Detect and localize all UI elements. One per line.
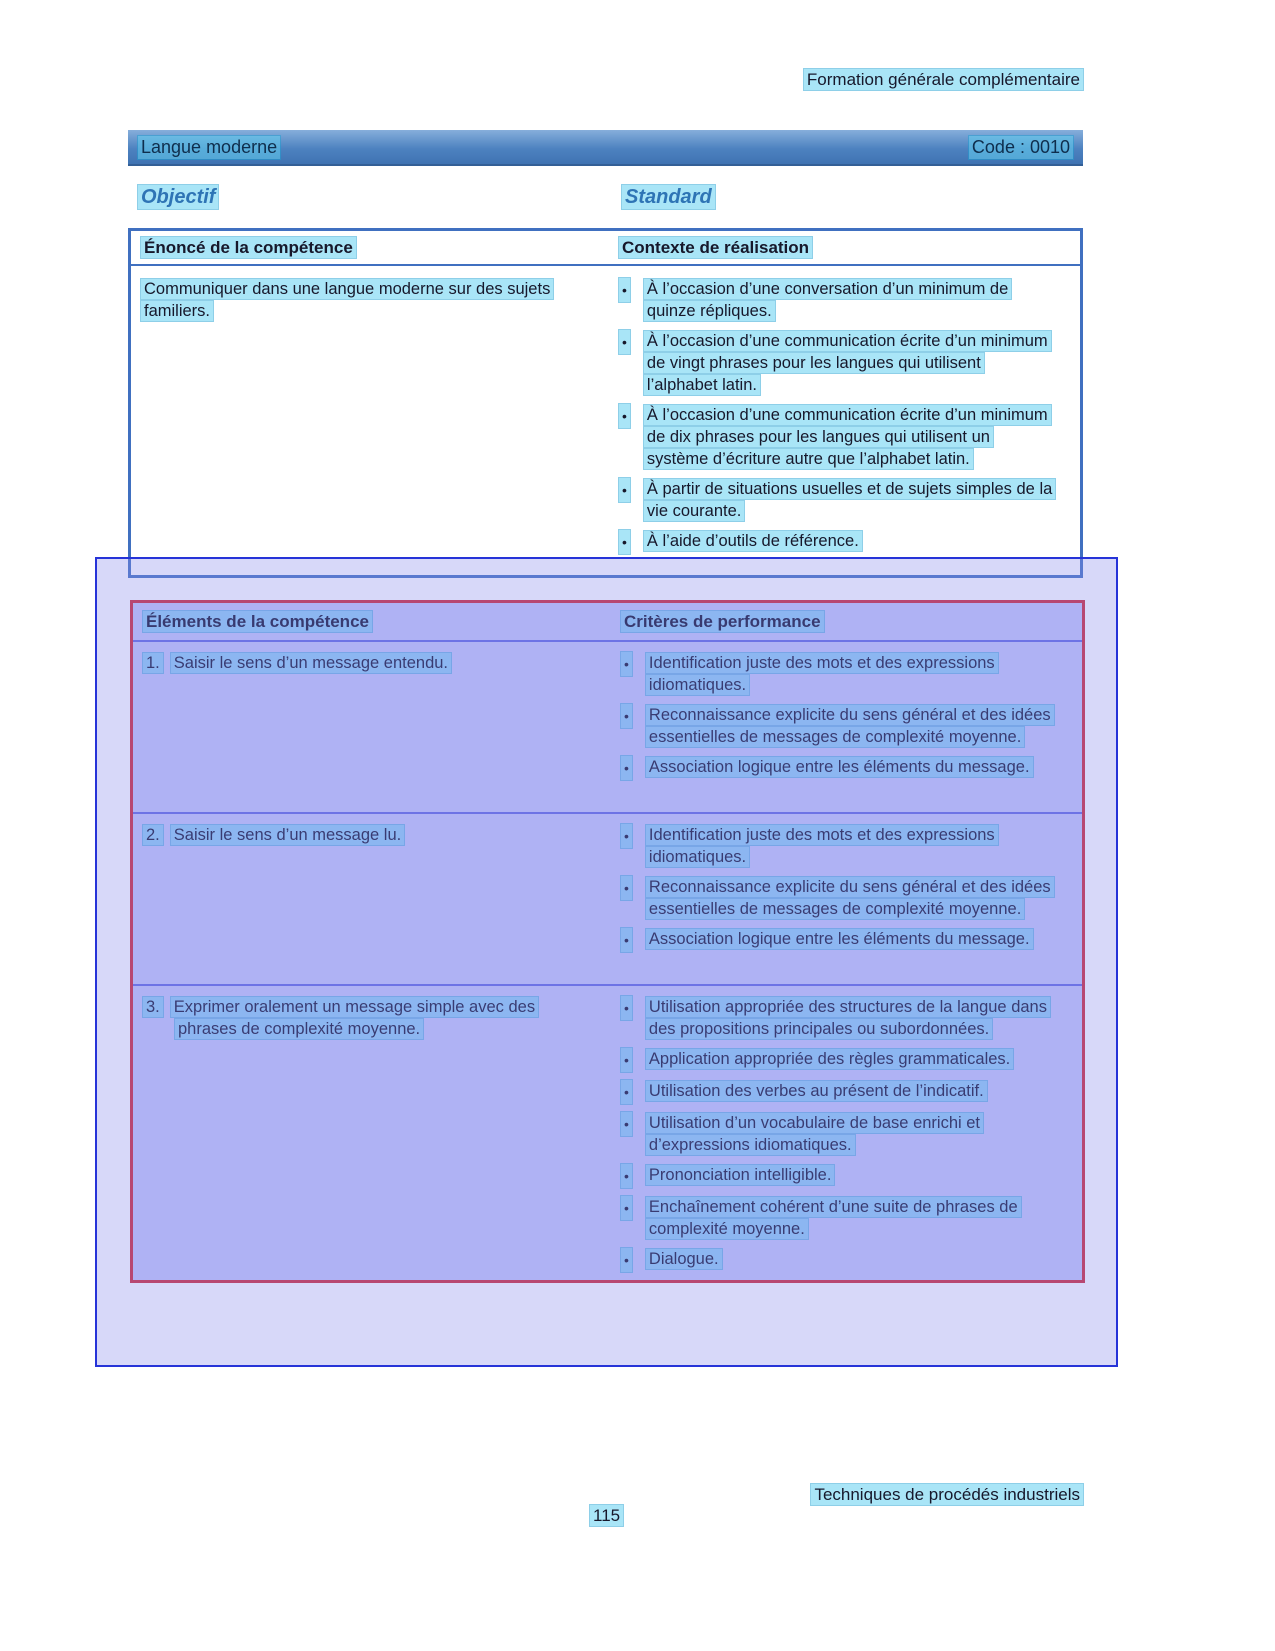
criteria-text: Identification juste des mots et des expressions idiomatiques. — [646, 825, 998, 867]
criteria-item — [646, 876, 1058, 920]
criteria-item — [646, 1080, 987, 1102]
bullet-icon: • — [621, 1080, 632, 1104]
criteria-item — [646, 652, 1058, 696]
criteria-item — [646, 704, 1058, 748]
element-text: Saisir le sens d’un message entendu. — [171, 653, 451, 673]
criteria-item — [646, 824, 1058, 868]
context-item-text: À l’occasion d’une communication écrite d’un minimum de dix phrases pour les langues qui utilisent un système d’écriture autre que l’alphabet latin. — [644, 405, 1051, 469]
list-item — [621, 704, 1072, 748]
header-cell-criteres — [621, 612, 1072, 632]
criteria-text: Identification juste des mots et des expressions idiomatiques. — [646, 653, 998, 695]
list-item — [619, 278, 1070, 322]
element-cell — [143, 824, 591, 976]
bullet-icon: • — [621, 1196, 632, 1220]
context-item — [644, 330, 1056, 396]
header-bar-title: Langue moderne — [138, 136, 280, 159]
header-cell-elements-text: Éléments de la compétence — [143, 611, 372, 632]
bullet-icon: • — [621, 652, 632, 676]
elements-table — [130, 600, 1085, 1283]
criteria-item — [646, 996, 1058, 1040]
bullet-icon: • — [619, 330, 630, 354]
criteria-text: Utilisation des verbes au présent de l’indicatif. — [646, 1081, 987, 1101]
footer-note — [811, 1485, 1083, 1505]
enonce-table-body — [131, 266, 1080, 564]
context-item-text: À l’aide d’outils de référence. — [644, 531, 862, 551]
context-item — [644, 404, 1056, 470]
list-item — [621, 996, 1072, 1040]
list-item — [621, 928, 1072, 952]
criteria-item — [646, 1196, 1058, 1240]
list-item — [621, 876, 1072, 920]
context-list — [619, 278, 1070, 554]
element-number: 2. — [143, 825, 163, 845]
label-objectif — [138, 186, 218, 209]
criteria-item — [646, 1164, 835, 1186]
element-number: 3. — [143, 997, 163, 1017]
list-item — [621, 1248, 1072, 1272]
table-row — [133, 642, 1082, 814]
bullet-icon: • — [621, 1048, 632, 1072]
criteria-text: Enchaînement cohérent d’une suite de phrases de complexité moyenne. — [646, 1197, 1021, 1239]
context-item-text: À l’occasion d’une communication écrite d’un minimum de vingt phrases pour les langues qui utilisent l’alphabet latin. — [644, 331, 1051, 395]
bullet-icon: • — [621, 996, 632, 1020]
criteria-list — [621, 996, 1072, 1272]
criteria-item — [646, 1112, 1058, 1156]
bullet-icon: • — [619, 530, 630, 554]
section-labels — [128, 186, 1083, 216]
list-item — [621, 1080, 1072, 1104]
list-item — [619, 478, 1070, 522]
element-cell — [143, 652, 591, 804]
criteria-list — [621, 652, 1072, 804]
criteria-text: Utilisation appropriée des structures de la langue dans des propositions principales ou subordonnées. — [646, 997, 1050, 1039]
bullet-icon: • — [621, 876, 632, 900]
page-number-text: 115 — [590, 1505, 623, 1526]
list-item — [621, 1048, 1072, 1072]
enonce-table — [128, 228, 1083, 578]
criteria-item — [646, 756, 1033, 778]
page-number — [590, 1506, 623, 1526]
context-item — [644, 478, 1056, 522]
context-item-text: À partir de situations usuelles et de sujets simples de la vie courante. — [644, 479, 1055, 521]
list-item — [621, 1196, 1072, 1240]
criteria-text: Prononciation intelligible. — [646, 1165, 835, 1185]
list-item — [619, 530, 1070, 554]
bullet-icon: • — [621, 928, 632, 952]
label-standard — [622, 186, 715, 209]
list-item — [621, 1164, 1072, 1188]
context-item — [644, 278, 1056, 322]
bullet-icon: • — [621, 1248, 632, 1272]
criteria-text: Reconnaissance explicite du sens général et des idées essentielles de messages de complexité moyenne. — [646, 877, 1054, 919]
criteria-item — [646, 1048, 1013, 1070]
competence-statement-cell — [141, 278, 589, 554]
header-bar — [128, 130, 1083, 166]
list-item — [621, 756, 1072, 780]
bullet-icon: • — [619, 278, 630, 302]
criteria-text: Dialogue. — [646, 1249, 722, 1269]
header-cell-contexte — [619, 238, 1070, 258]
top-right-note — [804, 70, 1083, 90]
bullet-icon: • — [619, 478, 630, 502]
context-item — [644, 530, 862, 552]
criteria-list — [621, 824, 1072, 976]
competence-statement-text: Communiquer dans une langue moderne sur des sujets familiers. — [141, 279, 553, 321]
elements-table-header — [133, 603, 1082, 642]
header-cell-contexte-text: Contexte de réalisation — [619, 237, 812, 258]
header-cell-enonce — [141, 238, 619, 258]
header-cell-enonce-text: Énoncé de la compétence — [141, 237, 356, 258]
bullet-icon: • — [621, 756, 632, 780]
header-cell-criteres-text: Critères de performance — [621, 611, 824, 632]
criteria-text: Association logique entre les éléments du message. — [646, 929, 1033, 949]
bullet-icon: • — [621, 704, 632, 728]
element-text: Saisir le sens d’un message lu. — [171, 825, 404, 845]
header-bar-code: Code : 0010 — [969, 136, 1073, 159]
header-cell-elements — [143, 612, 621, 632]
enonce-table-header — [131, 231, 1080, 266]
list-item — [621, 824, 1072, 868]
bullet-icon: • — [619, 404, 630, 428]
list-item — [621, 1112, 1072, 1156]
bullet-icon: • — [621, 824, 632, 848]
table-row — [133, 986, 1082, 1280]
element-number: 1. — [143, 653, 163, 673]
bullet-icon: • — [621, 1112, 632, 1136]
criteria-item — [646, 1248, 722, 1270]
criteria-text: Utilisation d’un vocabulaire de base enrichi et d’expressions idiomatiques. — [646, 1113, 983, 1155]
top-note-text: Formation générale complémentaire — [804, 69, 1083, 90]
bullet-icon: • — [621, 1164, 632, 1188]
list-item — [619, 404, 1070, 470]
criteria-text: Application appropriée des règles grammaticales. — [646, 1049, 1013, 1069]
label-objectif-text: Objectif — [138, 185, 218, 209]
criteria-text: Association logique entre les éléments du message. — [646, 757, 1033, 777]
label-standard-text: Standard — [622, 185, 715, 209]
context-item-text: À l’occasion d’une conversation d’un minimum de quinze répliques. — [644, 279, 1011, 321]
list-item — [621, 652, 1072, 696]
element-cell — [143, 996, 591, 1272]
list-item — [619, 330, 1070, 396]
footer-note-text: Techniques de procédés industriels — [811, 1484, 1083, 1505]
table-row — [133, 814, 1082, 986]
criteria-item — [646, 928, 1033, 950]
criteria-text: Reconnaissance explicite du sens général et des idées essentielles de messages de complexité moyenne. — [646, 705, 1054, 747]
element-text: Exprimer oralement un message simple avec des phrases de complexité moyenne. — [171, 997, 538, 1039]
